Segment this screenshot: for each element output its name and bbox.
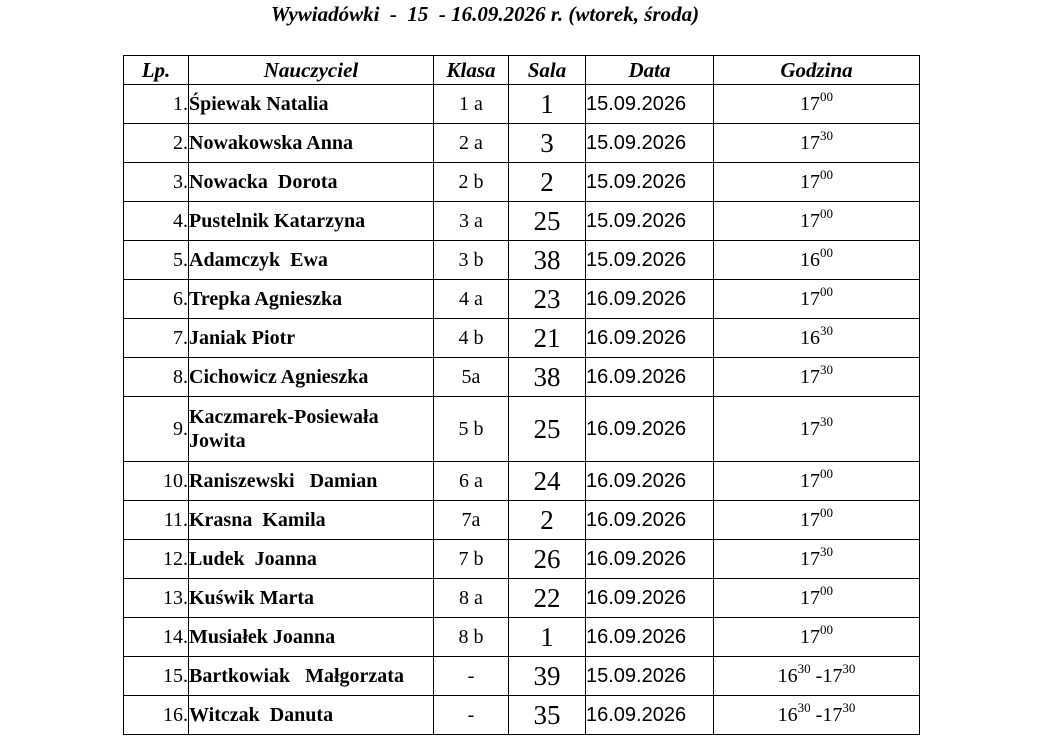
time-minutes: 00 (820, 166, 833, 182)
room-cell: 38 (509, 358, 586, 397)
time-hour: 17 (800, 365, 820, 388)
teacher-name: Bartkowiak Małgorzata (189, 657, 434, 696)
table-row (124, 124, 920, 163)
date-cell: 15.09.2026 (586, 241, 714, 280)
time-minutes: 30 (842, 660, 856, 676)
room-cell: 3 (509, 124, 586, 163)
page-title: Wywiadówki - 15 - 16.09.2026 r. (wtorek, środa) (270, 2, 700, 26)
time-range-dash: - (810, 703, 823, 726)
class-cell: 5 b (434, 397, 509, 462)
time-cell (714, 696, 920, 735)
teacher-name: Cichowicz Agnieszka (189, 358, 434, 397)
time-cell (714, 579, 920, 618)
teacher-name: Witczak Danuta (189, 696, 434, 735)
teacher-name: Nowakowska Anna (189, 124, 434, 163)
time-minutes: 30 (820, 127, 833, 143)
time-minutes: 00 (820, 244, 833, 260)
row-number: 11. (124, 501, 189, 540)
schedule-table (123, 55, 920, 735)
table-row (124, 462, 920, 501)
date-cell: 15.09.2026 (586, 163, 714, 202)
time-cell (714, 657, 920, 696)
date-cell: 16.09.2026 (586, 540, 714, 579)
time-minutes: 30 (820, 543, 833, 559)
class-cell: 7 b (434, 540, 509, 579)
time-cell (714, 319, 920, 358)
teacher-name: Krasna Kamila (189, 501, 434, 540)
room-cell: 26 (509, 540, 586, 579)
class-cell: 7a (434, 501, 509, 540)
time-cell (714, 501, 920, 540)
row-number: 9. (124, 397, 189, 462)
class-cell: 2 b (434, 163, 509, 202)
room-cell: 1 (509, 85, 586, 124)
row-number: 10. (124, 462, 189, 501)
time-hour: 17 (800, 625, 820, 648)
room-cell: 35 (509, 696, 586, 735)
teacher-name: Trepka Agnieszka (189, 280, 434, 319)
date-cell: 15.09.2026 (586, 124, 714, 163)
table-row (124, 618, 920, 657)
time-hour: 17 (800, 209, 820, 232)
table-row (124, 358, 920, 397)
table-row (124, 579, 920, 618)
class-cell: 3 b (434, 241, 509, 280)
time-cell (714, 85, 920, 124)
header-sala: Sala (509, 56, 586, 85)
date-cell: 16.09.2026 (586, 358, 714, 397)
time-hour: 17 (800, 170, 820, 193)
date-cell: 16.09.2026 (586, 618, 714, 657)
time-minutes: 00 (820, 504, 833, 520)
teacher-name: Ludek Joanna (189, 540, 434, 579)
time-minutes: 30 (842, 699, 856, 715)
row-number: 7. (124, 319, 189, 358)
class-cell: 8 b (434, 618, 509, 657)
room-cell: 1 (509, 618, 586, 657)
table-row (124, 540, 920, 579)
time-hour: 16 (777, 664, 798, 687)
time-cell (714, 280, 920, 319)
time-cell (714, 540, 920, 579)
class-cell: 8 a (434, 579, 509, 618)
header-klasa: Klasa (434, 56, 509, 85)
date-cell: 15.09.2026 (586, 202, 714, 241)
teacher-name: Śpiewak Natalia (189, 85, 434, 124)
header-teacher: Nauczyciel (189, 56, 434, 85)
time-cell (714, 202, 920, 241)
teacher-name: Nowacka Dorota (189, 163, 434, 202)
row-number: 14. (124, 618, 189, 657)
date-cell: 15.09.2026 (586, 657, 714, 696)
header-lp: Lp. (124, 56, 189, 85)
row-number: 4. (124, 202, 189, 241)
time-minutes: 00 (820, 205, 833, 221)
class-cell: 4 b (434, 319, 509, 358)
table-row (124, 241, 920, 280)
time-minutes: 00 (820, 582, 833, 598)
time-minutes: 30 (820, 413, 833, 429)
row-number: 13. (124, 579, 189, 618)
table-row (124, 696, 920, 735)
teacher-name: Kaczmarek-Posiewała Jowita (189, 397, 434, 462)
date-cell: 16.09.2026 (586, 579, 714, 618)
date-cell: 16.09.2026 (586, 501, 714, 540)
room-cell: 2 (509, 501, 586, 540)
room-cell: 25 (509, 202, 586, 241)
time-range-dash: - (810, 664, 823, 687)
table-row (124, 657, 920, 696)
time-minutes: 00 (820, 88, 833, 104)
class-cell: 1 a (434, 85, 509, 124)
room-cell: 38 (509, 241, 586, 280)
row-number: 15. (124, 657, 189, 696)
time-cell (714, 358, 920, 397)
time-hour: 17 (822, 703, 843, 726)
room-cell: 2 (509, 163, 586, 202)
date-cell: 16.09.2026 (586, 397, 714, 462)
time-minutes: 00 (820, 283, 833, 299)
date-cell: 16.09.2026 (586, 696, 714, 735)
time-cell (714, 618, 920, 657)
time-hour: 16 (800, 248, 820, 271)
class-cell: 3 a (434, 202, 509, 241)
class-cell: - (434, 696, 509, 735)
table-row (124, 319, 920, 358)
room-cell: 25 (509, 397, 586, 462)
time-cell (714, 397, 920, 462)
time-cell (714, 124, 920, 163)
teacher-name: Raniszewski Damian (189, 462, 434, 501)
date-cell: 15.09.2026 (586, 85, 714, 124)
table-row (124, 501, 920, 540)
time-minutes: 30 (797, 699, 811, 715)
teacher-name: Janiak Piotr (189, 319, 434, 358)
time-minutes: 30 (797, 660, 811, 676)
schedule-rows (124, 85, 920, 735)
table-row (124, 85, 920, 124)
time-cell (714, 163, 920, 202)
time-hour: 16 (800, 326, 820, 349)
room-cell: 24 (509, 462, 586, 501)
header-godzina: Godzina (714, 56, 920, 85)
date-cell: 16.09.2026 (586, 319, 714, 358)
row-number: 6. (124, 280, 189, 319)
table-row (124, 202, 920, 241)
header-row (124, 56, 920, 85)
table-row (124, 163, 920, 202)
class-cell: 5a (434, 358, 509, 397)
teacher-name: Pustelnik Katarzyna (189, 202, 434, 241)
time-minutes: 30 (820, 361, 833, 377)
class-cell: 4 a (434, 280, 509, 319)
date-cell: 16.09.2026 (586, 462, 714, 501)
time-hour: 17 (800, 287, 820, 310)
time-hour: 17 (800, 469, 820, 492)
time-minutes: 00 (820, 621, 833, 637)
row-number: 3. (124, 163, 189, 202)
row-number: 1. (124, 85, 189, 124)
row-number: 16. (124, 696, 189, 735)
time-cell (714, 241, 920, 280)
row-number: 8. (124, 358, 189, 397)
time-cell (714, 462, 920, 501)
teacher-name: Adamczyk Ewa (189, 241, 434, 280)
header-data: Data (586, 56, 714, 85)
teacher-name: Kuświk Marta (189, 579, 434, 618)
room-cell: 22 (509, 579, 586, 618)
time-hour: 17 (800, 92, 820, 115)
time-hour: 17 (800, 586, 820, 609)
time-hour: 17 (800, 417, 820, 440)
class-cell: 6 a (434, 462, 509, 501)
table-row (124, 397, 920, 462)
table-row (124, 280, 920, 319)
teacher-name: Musiałek Joanna (189, 618, 434, 657)
class-cell: 2 a (434, 124, 509, 163)
room-cell: 21 (509, 319, 586, 358)
row-number: 5. (124, 241, 189, 280)
time-hour: 17 (800, 508, 820, 531)
time-hour: 16 (777, 703, 798, 726)
row-number: 2. (124, 124, 189, 163)
time-hour: 17 (800, 547, 820, 570)
class-cell: - (434, 657, 509, 696)
time-hour: 17 (800, 131, 820, 154)
time-minutes: 00 (820, 465, 833, 481)
date-cell: 16.09.2026 (586, 280, 714, 319)
time-minutes: 30 (820, 322, 833, 338)
room-cell: 39 (509, 657, 586, 696)
room-cell: 23 (509, 280, 586, 319)
row-number: 12. (124, 540, 189, 579)
time-hour: 17 (822, 664, 843, 687)
